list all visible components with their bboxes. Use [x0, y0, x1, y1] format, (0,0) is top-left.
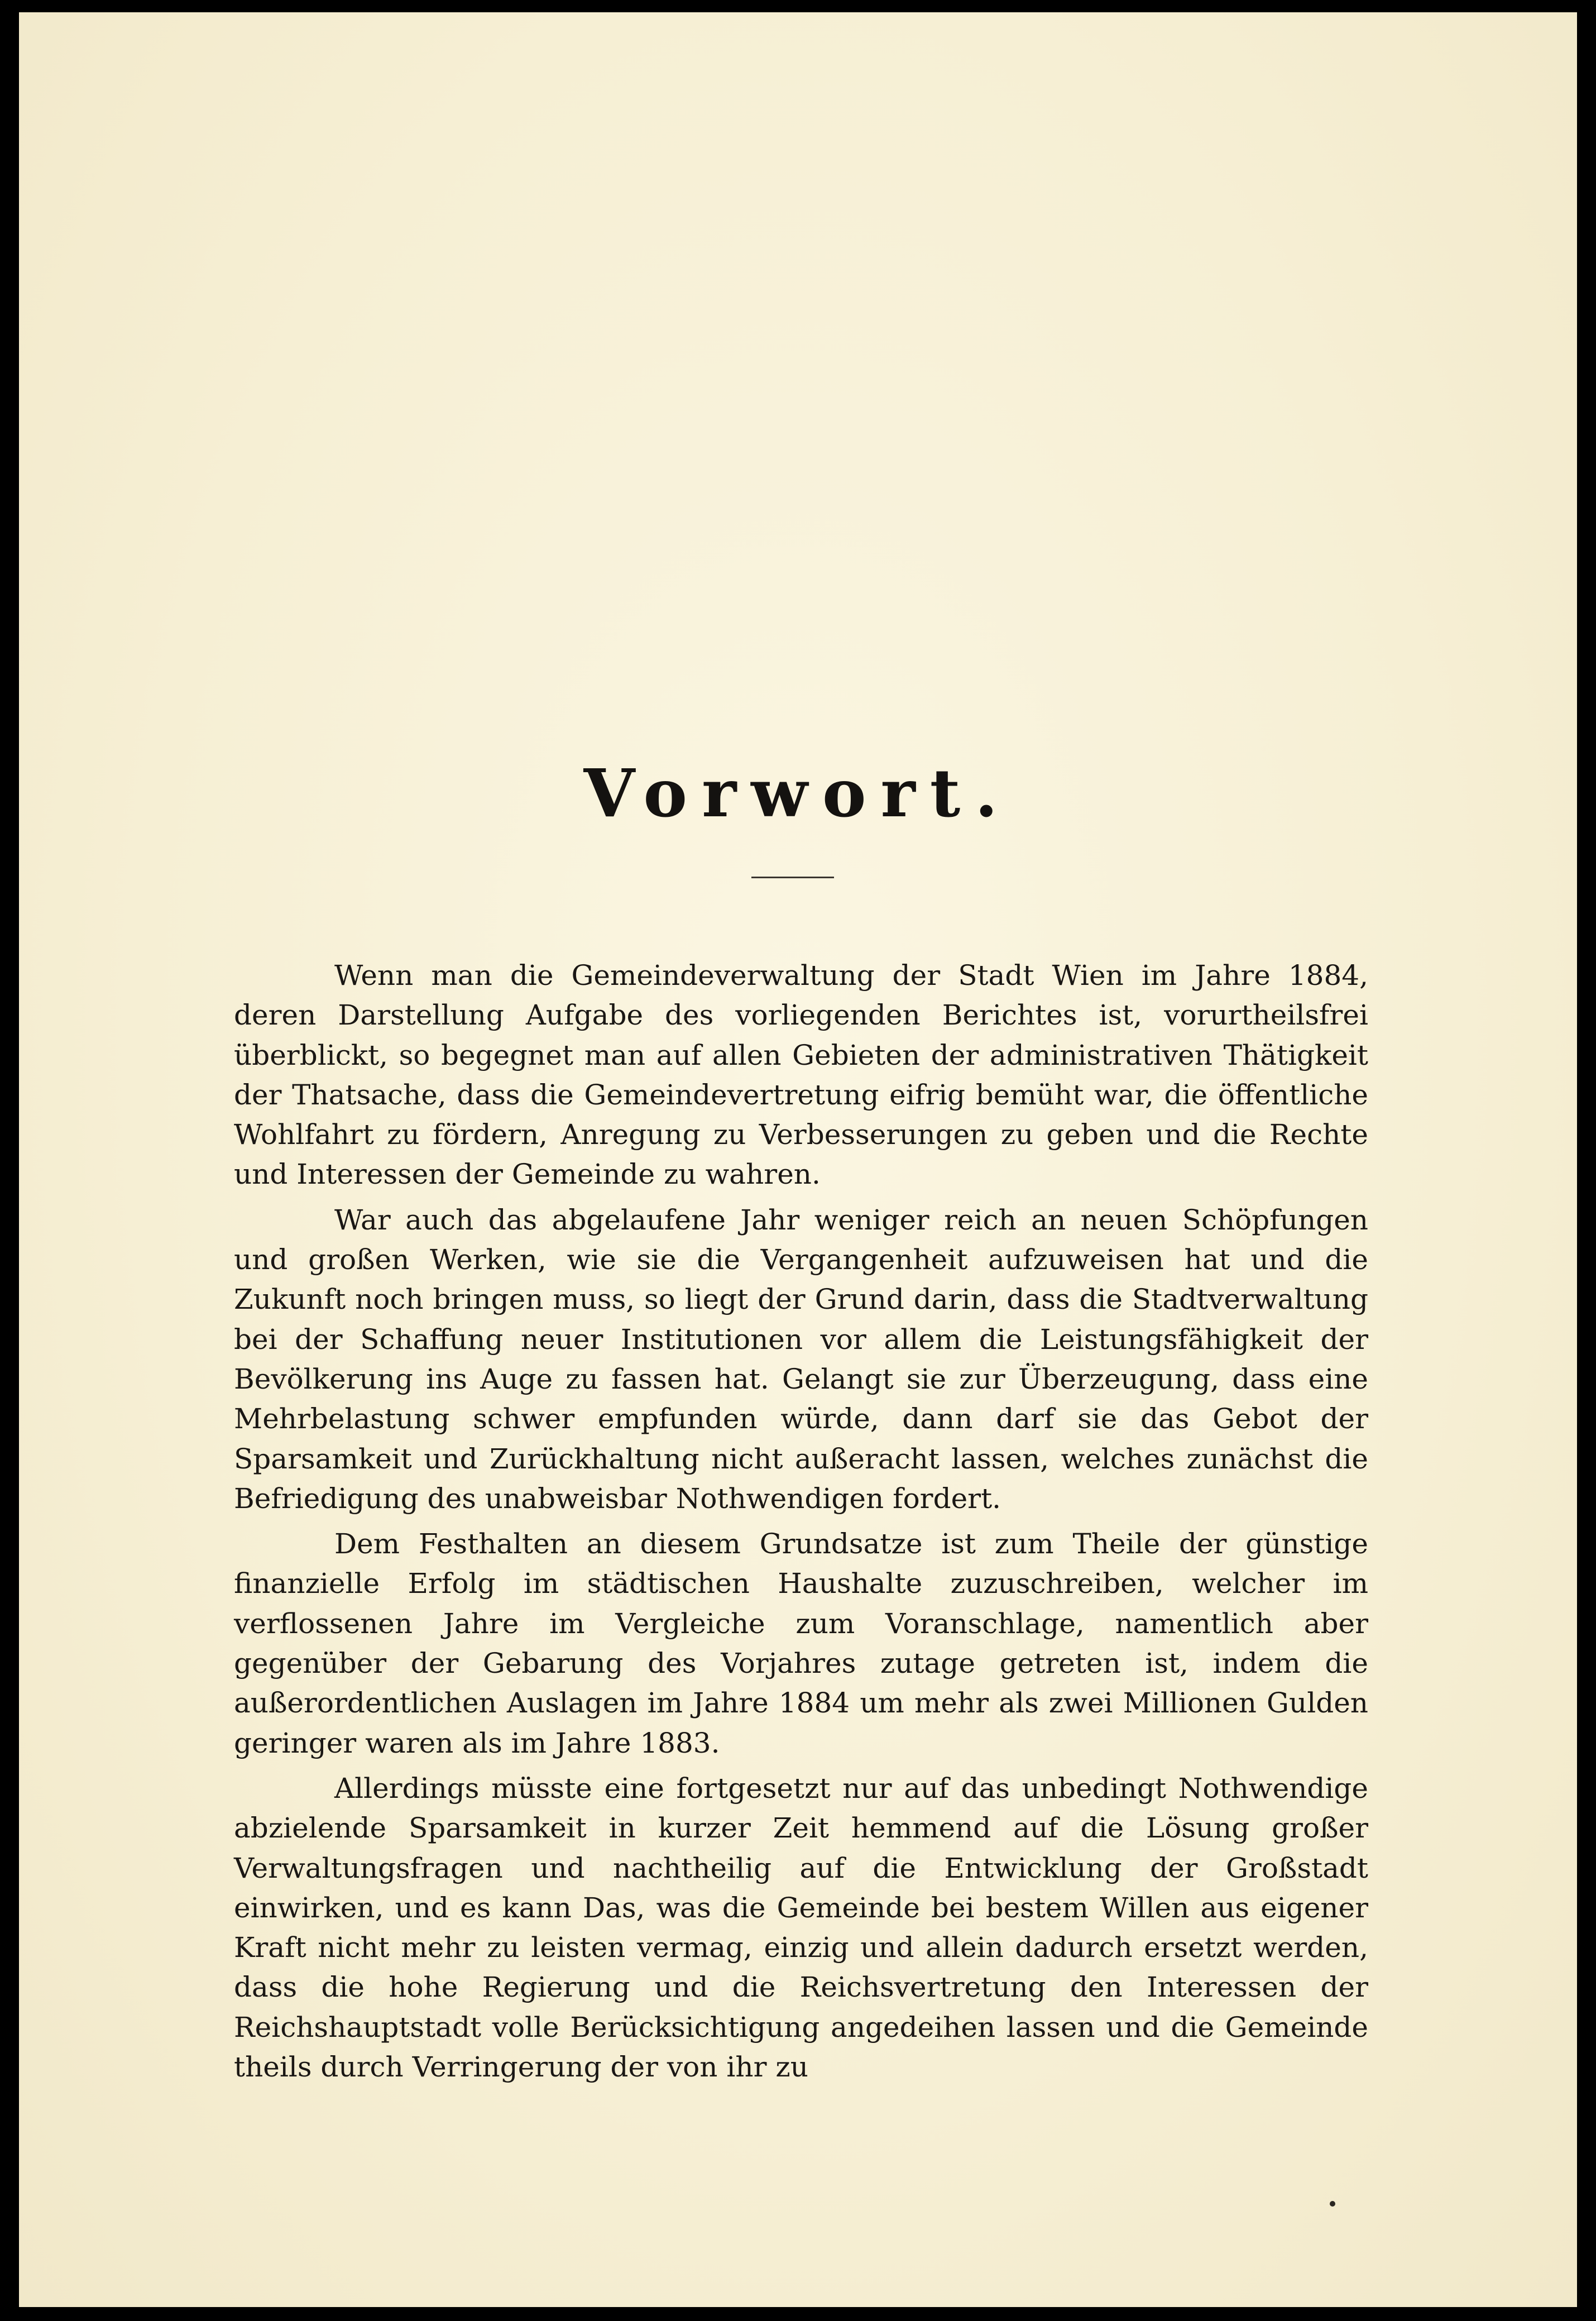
paragraph-1: Wenn man die Gemeindeverwaltung der Stadt Wien im Jahre 1884, deren Darstellung Aufgabe des vorliegenden Berichtes ist, vorurtheilsfrei überblickt, so begegnet man auf allen Gebieten der administrativen Thätigkeit der Thatsache, dass die Gemeindevertretung eifrig bemüht war, die öffentliche Wohlfahrt zu fördern, Anregung zu Verbesserungen zu geben und die Rechte und Interessen der Gemeinde zu wahren. [234, 959, 1368, 1191]
paragraph-2: War auch das abgelaufene Jahr weniger reich an neuen Schöpfungen und großen Werken, wie sie die Vergangenheit aufzuweisen hat und die Zukunft noch bringen muss, so liegt der Grund darin, dass die Stadtverwaltung bei der Schaffung neuer Institutionen vor allem die Leistungsfähigkeit der Bevölkerung ins Auge zu fassen hat. Gelangt sie zur Überzeugung, dass eine Mehrbelastung schwer empfunden würde, dann darf sie das Gebot der Sparsamkeit und Zurückhaltung nicht außeracht lassen, welches zunächst die Befriedigung des unabweisbar Nothwendigen fordert. [234, 1203, 1368, 1515]
document-page [19, 12, 1577, 2307]
ink-speck [1330, 2201, 1335, 2207]
paragraph-4: Allerdings müsste eine fortgesetzt nur auf das unbedingt Nothwendige abzielende Sparsamkeit in kurzer Zeit hemmend auf die Lösung großer Verwaltungsfragen und nachtheilig auf die Entwicklung der Großstadt einwirken, und es kann Das, was die Gemeinde bei bestem Willen aus eigener Kraft nicht mehr zu leisten vermag, einzig und allein dadurch ersetzt werden, dass die hohe Regierung und die Reichsvertretung den Interessen der Reichshauptstadt volle Berücksichtigung angedeihen lassen und die Gemeinde theils durch Verringerung der von ihr zu [234, 1772, 1368, 2084]
document-body [234, 956, 1368, 2093]
paragraph-3: Dem Festhalten an diesem Grundsatze ist zum Theile der günstige finanzielle Erfolg im städtischen Haushalte zuzuschreiben, welcher im verflossenen Jahre im Vergleiche zum Voranschlage, namentlich aber gegenüber der Gebarung des Vorjahres zutage getreten ist, indem die außerordentlichen Auslagen im Jahre 1884 um mehr als zwei Millionen Gulden geringer waren als im Jahre 1883. [234, 1528, 1368, 1759]
page-title: Vorwort. [583, 754, 1013, 832]
title-divider [751, 877, 834, 878]
